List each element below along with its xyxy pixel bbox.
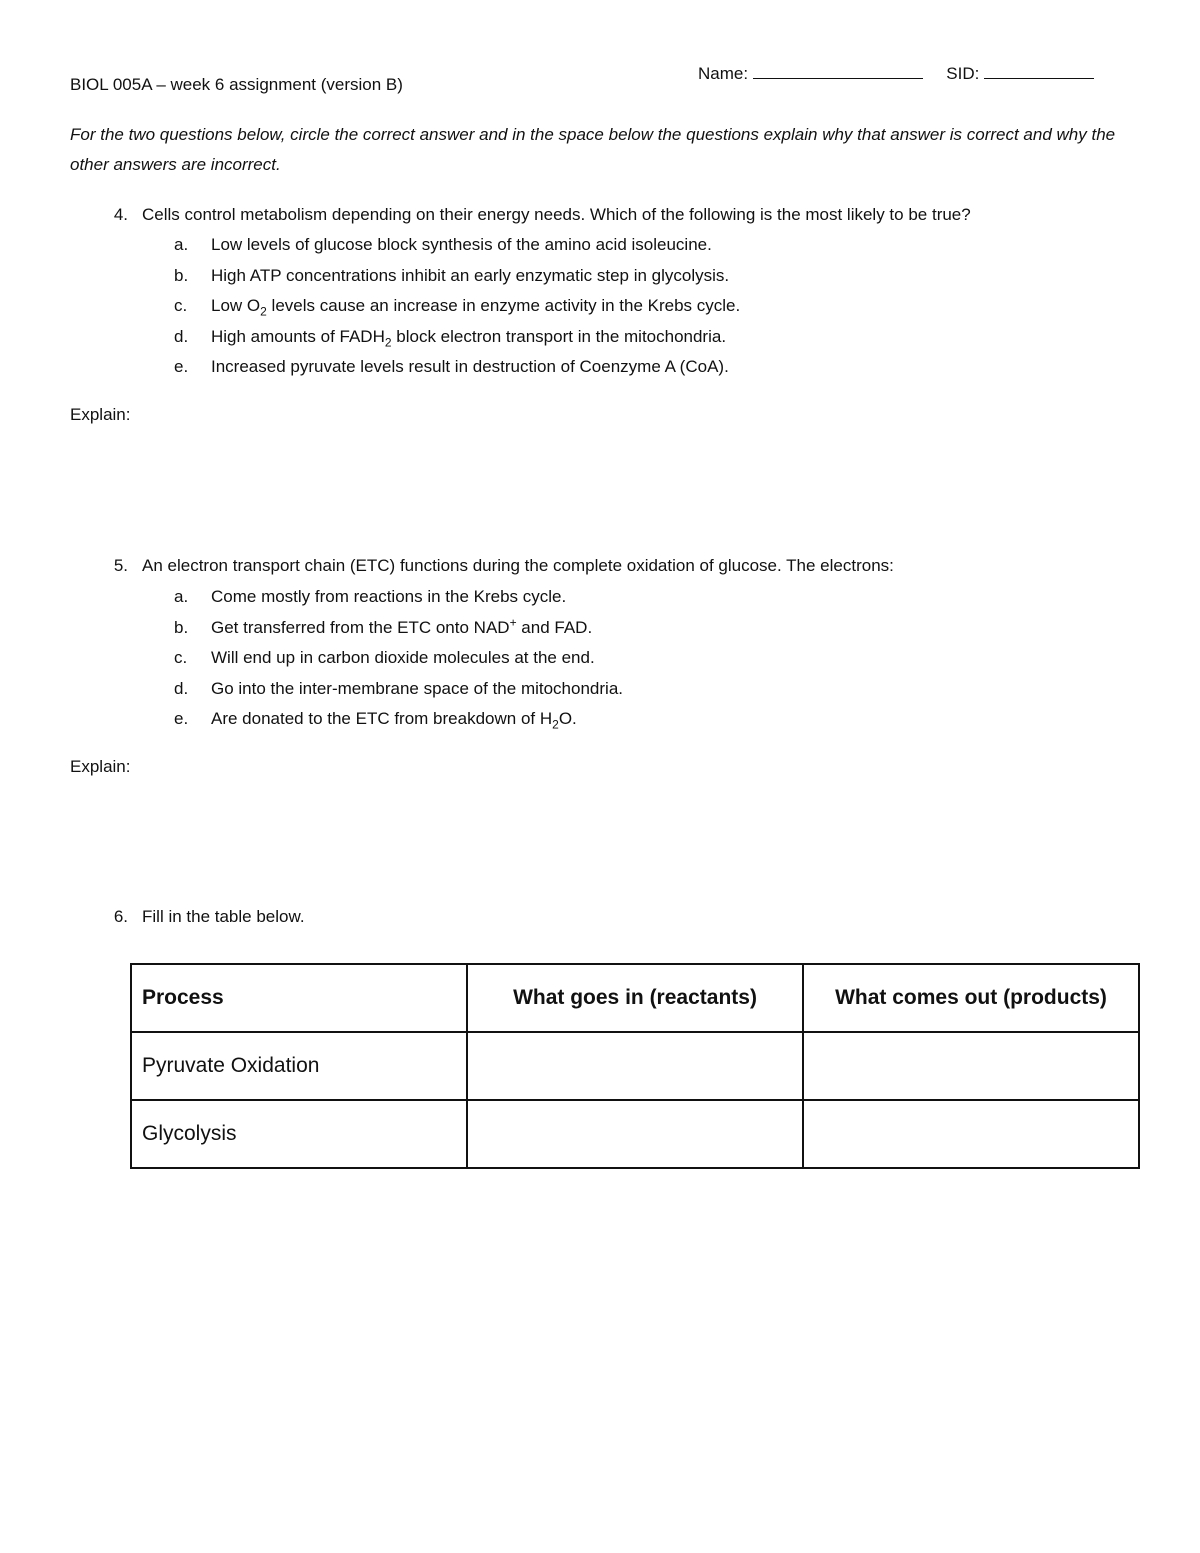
option-d[interactable]: d. High amounts of $FADH_2$ block electron transport in the mitochondria. [174,326,727,349]
header-products: What comes out (products) [803,964,1139,1032]
explain-label-4: Explain: [70,405,131,424]
explain-label-5: Explain: [70,757,131,776]
option-e[interactable]: e. Increased pyruvate levels result in destruction of Coenzyme A (CoA). [174,357,729,376]
question-4-options [174,230,740,383]
option-a[interactable]: a. Come mostly from reactions in the Krebs cycle. [174,587,567,606]
option-c[interactable]: c. Low $O_2$ levels cause an increase in enzyme activity in the Krebs cycle. [174,296,741,319]
student-info [698,60,1094,84]
option-e[interactable]: e. Are donated to the ETC from breakdown of $H_2O$. [174,709,577,732]
question-5-options [174,582,623,735]
header-process: Process [131,964,467,1032]
question-text: Fill in the table below. [142,907,305,926]
question-number: 4. [113,205,128,224]
option-b[interactable]: b. High ATP concentrations inhibit an early enzymatic step in glycolysis. [174,265,730,285]
cell-reactants[interactable] [467,1100,803,1168]
table-header-row [131,964,1139,1032]
question-5 [92,551,894,581]
cell-products[interactable] [803,1100,1139,1168]
table-row [131,1100,1139,1168]
question-number: 6. [113,907,128,926]
header-reactants: What goes in (reactants) [467,964,803,1032]
option-d[interactable]: d. Go into the inter-membrane space of the mitochondria. [174,678,623,698]
question-text: An electron transport chain (ETC) functions during the complete oxidation of glucose. The electrons: [142,556,894,575]
question-number: 5. [113,556,128,575]
instructions: For the two questions below, circle the correct answer and in the space below the questions explain why that answer is correct and why the other answers are incorrect. [70,125,1116,174]
course-title: BIOL 005A – week 6 assignment (version B) [70,75,403,94]
name-field[interactable] [753,60,923,79]
name-label: Name: [698,64,749,83]
cell-process: Glycolysis [131,1100,467,1168]
question-text: Cells control metabolism depending on their energy needs. Which of the following is the most likely to be true? [142,205,971,224]
sid-label: SID: [946,64,980,83]
question-6 [92,902,305,932]
option-a[interactable]: a. Low levels of glucose block synthesis of the amino acid isoleucine. [174,235,712,254]
table-row [131,1032,1139,1100]
cell-reactants[interactable] [467,1032,803,1100]
cell-products[interactable] [803,1032,1139,1100]
question-4 [92,200,971,230]
cell-process: Pyruvate Oxidation [131,1032,467,1100]
option-c[interactable]: c. Will end up in carbon dioxide molecules at the end. [174,648,595,667]
process-table [130,963,1140,1169]
sid-field[interactable] [984,60,1094,79]
option-b[interactable]: b. Get transferred from the ETC onto NAD+ and FAD. [174,614,593,637]
